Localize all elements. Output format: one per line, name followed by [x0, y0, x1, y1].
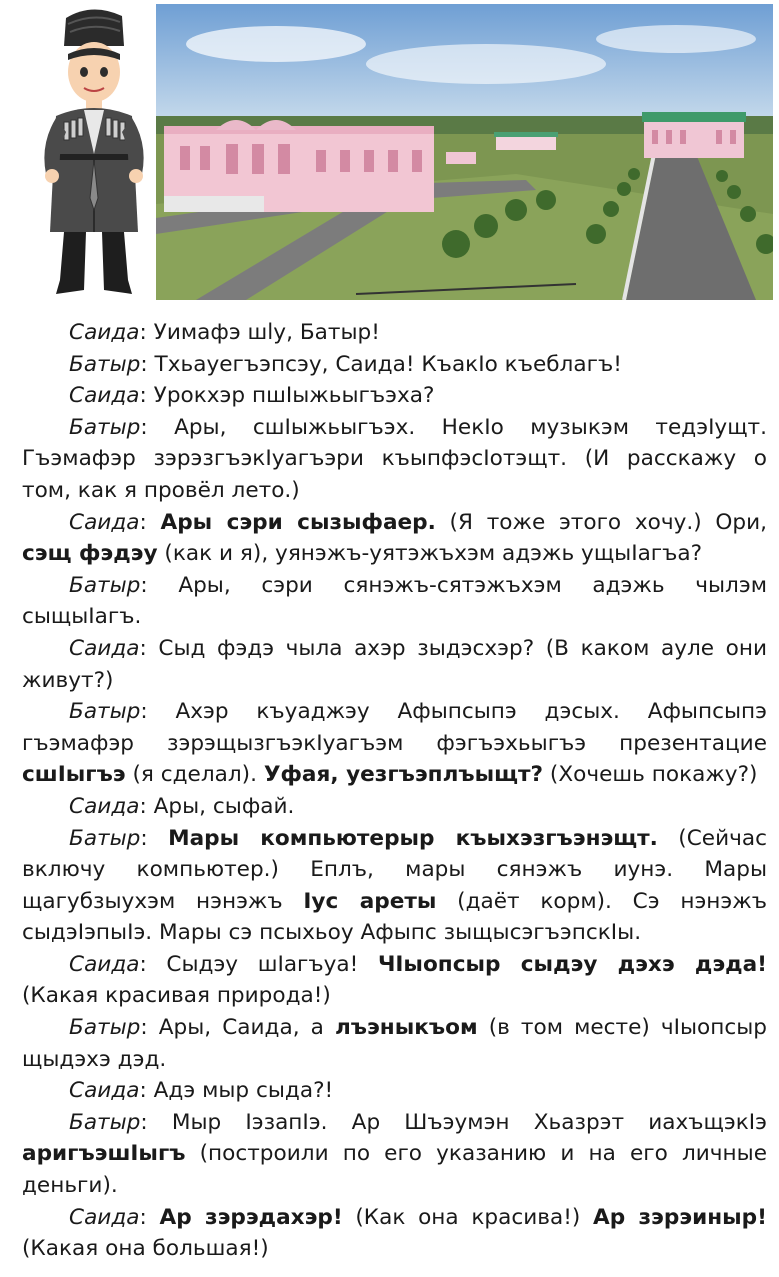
line-text: : Ары, сшIыжьыгъэх. НекIо музыкэм тедэIущт. Гъэмафэр зэрэзгъэкIуагъэри къыпфэсIотэщт. (И расскажу о том, как я провёл лето.): [22, 414, 767, 503]
speaker-name: Саида: [69, 635, 140, 661]
speaker-name: Саида: [69, 951, 140, 977]
line-text: : Мыр IэзапIэ. Ар Шъэумэн Хьазрэт иахъщэкIэ: [140, 1109, 767, 1135]
line-text: (Я тоже этого хочу.) Ори,: [435, 509, 767, 535]
dialogue-line: [22, 507, 767, 570]
line-text: : Уимафэ шlу, Батыр!: [139, 320, 380, 345]
line-text: (я сделал).: [125, 762, 264, 788]
speaker-name: Саида: [69, 1078, 140, 1104]
dialogue-line: [22, 570, 767, 633]
speaker-name: Батыр: [69, 699, 141, 725]
bold-phrase: лъэныкъом: [334, 1015, 478, 1041]
speaker-name: Саида: [69, 320, 140, 345]
speaker-name: Батыр: [69, 572, 141, 598]
village-buildings-and-alley-photo: [156, 4, 773, 300]
line-text: (как и я), уянэжъ-уятэжъхэм адэжь ущыIагъа?: [157, 541, 703, 567]
bold-phrase: аригъэшIыгъ: [22, 1141, 186, 1167]
line-text: (Хочешь покажу?): [543, 762, 758, 788]
line-text: :: [139, 1204, 160, 1230]
line-text: (Сейчас включу компьютер.) Еплъ, мары сянэжъ иунэ. Мары щагубзыухэм нэнэжъ: [22, 825, 767, 914]
dialogue-line: [22, 823, 767, 949]
line-text: (построили по его указанию и на его личные деньги).: [22, 1141, 767, 1199]
line-text: (в том месте) чIыопсыр щыдэхэ дэд.: [22, 1015, 768, 1072]
bold-phrase: Мары компьютерыр къыхэзгъэнэщт.: [168, 825, 658, 851]
line-text: (даёт корм). Сэ нэнэжъ сыдэIэпыIэ. Мары сэ псыхьоу Афыпс зыщысэгъэпскIы.: [22, 888, 767, 946]
line-text: (Как она красива!): [342, 1204, 593, 1230]
dialogue-line: [22, 1107, 767, 1202]
bold-phrase: Ар зэрэдахэр!: [159, 1204, 343, 1230]
line-text: :: [139, 509, 161, 535]
line-text: : Ары, Саида, а: [140, 1015, 335, 1041]
dialogue-line: [22, 412, 767, 507]
speaker-name: Батыр: [69, 1015, 141, 1041]
speaker-name: Батыр: [69, 1109, 141, 1135]
line-text: : Ары, сэри сянэжъ-сятэжъхэм адэжь чылэм сыщыIагъ.: [22, 572, 767, 630]
line-text: : Тхьауегъэпсэу, Саида! КъакIо къеблагъ!: [140, 351, 622, 377]
line-text: (Какая она большая!): [22, 1236, 269, 1262]
bold-phrase: Iус ареты: [303, 888, 437, 914]
line-text: : Ахэр къуаджэу Афыпсыпэ дэсых. Афыпсыпэ гъэмафэр зэрэщызгъэкIуагъэм фэгъэхьыгъэ презентацие: [22, 699, 767, 756]
dialogue-line: [22, 696, 767, 791]
dialogue-line: [22, 1012, 767, 1075]
line-text: : Сыдэу шIагъуа!: [139, 951, 378, 977]
speaker-name: Саида: [69, 1204, 140, 1230]
dialogue-line: [22, 1075, 767, 1107]
dialogue-line: [22, 317, 767, 349]
boy-in-circassian-costume-icon: [34, 4, 152, 300]
speaker-name: Саида: [69, 793, 140, 819]
dialogue-line: [22, 791, 767, 823]
dialogue-text: [22, 317, 767, 1265]
bold-phrase: ЧIыопсыр сыдэу дэхэ дэда!: [377, 951, 767, 977]
line-text: : Урокхэр пшIыжьыгъэха?: [139, 383, 435, 409]
line-text: : Сыд фэдэ чыла ахэр зыдэсхэр? (В каком ауле они живут?): [22, 635, 767, 693]
bold-phrase: Уфая, уезгъэплъыщт?: [263, 762, 544, 788]
bold-phrase: Ар зэрэиныр!: [592, 1204, 767, 1230]
dialogue-line: [22, 1202, 767, 1265]
line-text: :: [140, 825, 169, 851]
bold-phrase: Ары сэри сызыфаер.: [160, 509, 436, 535]
line-text: : Ары, сыфай.: [139, 793, 295, 819]
speaker-name: Саида: [69, 509, 140, 535]
speaker-name: Батыр: [69, 825, 141, 851]
speaker-name: Саида: [69, 383, 140, 409]
dialogue-line: [22, 633, 767, 696]
line-text: (Какая красивая природа!): [22, 983, 331, 1009]
bold-phrase: сэщ фэдэу: [22, 541, 158, 567]
dialogue-line: [22, 949, 767, 1012]
bold-phrase: сшIыгъэ: [22, 762, 126, 788]
line-text: : Адэ мыр сыда?!: [139, 1078, 334, 1104]
dialogue-line: [22, 380, 767, 412]
speaker-name: Батыр: [69, 414, 141, 440]
speaker-name: Батыр: [69, 351, 141, 377]
dialogue-line: [22, 349, 767, 381]
